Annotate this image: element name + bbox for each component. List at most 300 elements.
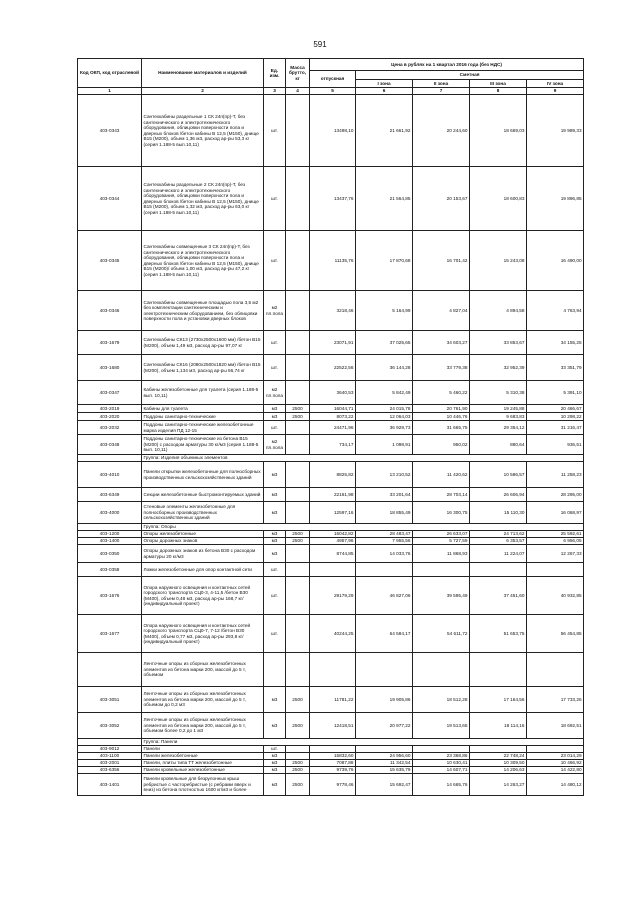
row-zone2-price: [413, 563, 470, 577]
table-row: [78, 687, 584, 713]
table-row: [78, 331, 584, 355]
row-zone1-price: 15 635,79: [356, 767, 413, 774]
row-code: 403-0345: [78, 231, 142, 291]
row-name: Опора наружного освещения и контактных сетей городского транспорта СЦ0-7, 7-12 /бетон В30 (М400), объем 0,77 м3, расход ар-ры 293,8 кг/ (индивидуальный проект): [142, 615, 264, 653]
row-zone1-price: [356, 746, 413, 753]
table-row: [78, 615, 584, 653]
row-unit: м3: [264, 502, 286, 524]
row-code: [78, 653, 142, 687]
row-zone3-price: 9 683,83: [470, 413, 527, 421]
row-zone2-price: 20 153,67: [413, 167, 470, 231]
row-release-price: 40244,25: [310, 615, 356, 653]
row-zone2-price: 34 603,27: [413, 331, 470, 355]
row-release-price: 16042,82: [310, 531, 356, 538]
row-release-price: [310, 746, 356, 753]
col-number: 8: [470, 88, 527, 95]
header-mass: Масса брутто, кг: [286, 59, 310, 88]
row-code: 403-4000: [78, 502, 142, 524]
row-mass: [286, 488, 310, 502]
row-code: 403-2019: [78, 405, 142, 413]
table-row: [78, 421, 584, 435]
row-release-price: 11135,76: [310, 231, 356, 291]
row-name: Сантехкабины раздельные 2 СК 24п(пр)-Т, без сантехнического и электротехнического оборудования, облицовки поверхности пола и дверных блоков /бетон кабины В 12,5 (М150), днище В15 (М200), объем 1,32 м3, расход ар-ры 63,0 кг (серия 1.188-5 вып.10,11): [142, 167, 264, 231]
row-code: 403-6356: [78, 767, 142, 774]
header-zone-2: II зона: [413, 80, 470, 88]
row-zone3-price: 29 354,12: [470, 421, 527, 435]
row-release-price: 4957,96: [310, 538, 356, 545]
row-zone1-price: 33 201,64: [356, 488, 413, 502]
row-zone3-price: 4 894,58: [470, 291, 527, 331]
row-zone2-price: 16 701,42: [413, 231, 470, 291]
header-release: отпускная: [310, 71, 356, 88]
table-row: [78, 502, 584, 524]
row-code: 403-0346: [78, 291, 142, 331]
row-mass: [286, 381, 310, 405]
col-number: 2: [142, 88, 264, 95]
row-code: 403-4010: [78, 462, 142, 488]
row-mass: 2500: [286, 760, 310, 767]
row-name: Поддоны санитарно-технические железобетонные марка изделия ПД 12-15: [142, 421, 264, 435]
page-number: 591: [313, 40, 327, 49]
table-row: [78, 774, 584, 796]
row-code: 403-0343: [78, 95, 142, 167]
table-row: [78, 291, 584, 331]
row-name: Поддоны санитарно-технические из бетона В15 (М200) с расходом арматуры 30 кг/м3 (серия 1.188-5 вып. 10,11): [142, 435, 264, 455]
row-zone1-price: 14 033,76: [356, 545, 413, 563]
row-code: 403-1401: [78, 774, 142, 796]
row-zone2-price: 39 595,49: [413, 577, 470, 615]
row-unit: [264, 653, 286, 687]
row-name: Панели: [142, 746, 264, 753]
row-zone1-price: 1 098,91: [356, 435, 413, 455]
row-zone1-price: 21 661,92: [356, 95, 413, 167]
header-unit: Ед. изм.: [264, 59, 286, 88]
col-number: 4: [286, 88, 310, 95]
row-name: Опоры дорожных знаков: [142, 538, 264, 545]
row-zone3-price: [470, 746, 527, 753]
row-zone3-price: 18 600,83: [470, 167, 527, 231]
row-zone2-price: 20 761,90: [413, 405, 470, 413]
col-number: 9: [527, 88, 584, 95]
price-table: [77, 58, 584, 796]
row-unit: м3: [264, 753, 286, 760]
row-release-price: 11781,22: [310, 687, 356, 713]
row-release-price: 3640,53: [310, 381, 356, 405]
row-code: 403-0350: [78, 545, 142, 563]
row-mass: 2500: [286, 531, 310, 538]
row-mass: [286, 563, 310, 577]
row-name: Сантехкабины раздельные 1 СК 24п(пр)-Т, без сантехнического и электротехнического оборудования, облицовки поверхности пола и дверных блоков /бетон кабины В 12,5 (М150), днище В15 (М200), объем 1,36 м3, расход ар-ры 53,3 кг (серия 1.188-5 вып.10,11): [142, 95, 264, 167]
row-release-price: 22522,56: [310, 355, 356, 381]
row-release-price: 8744,85: [310, 545, 356, 563]
row-zone1-price: 13 210,52: [356, 462, 413, 488]
row-name: Сантехкабины СК13 (2730х2500х1600 мм) /бетон В15 (М200), объем 1,49 м3, расход ар-ры 97,07 кг: [142, 331, 264, 355]
row-unit: шт.: [264, 421, 286, 435]
row-name: Поддоны санитарно-технические: [142, 413, 264, 421]
row-zone2-price: 14 665,76: [413, 774, 470, 796]
row-zone4-price: 16 068,97: [527, 502, 584, 524]
row-zone4-price: 16 490,00: [527, 231, 584, 291]
row-release-price: 734,17: [310, 435, 356, 455]
row-mass: [286, 502, 310, 524]
table-row: [78, 355, 584, 381]
row-unit: м3: [264, 462, 286, 488]
col-number: 6: [356, 88, 413, 95]
row-release-price: 24471,96: [310, 421, 356, 435]
row-release-price: 22161,98: [310, 488, 356, 502]
row-zone2-price: 26 633,07: [413, 531, 470, 538]
row-mass: 2500: [286, 538, 310, 545]
header-zone-4: IV зона: [527, 80, 584, 88]
row-zone1-price: 24 956,60: [356, 753, 413, 760]
row-code: 403-3052: [78, 713, 142, 739]
row-zone4-price: 28 295,00: [527, 488, 584, 502]
row-unit: шт.: [264, 167, 286, 231]
row-zone2-price: 18 512,28: [413, 687, 470, 713]
group-row: [78, 524, 584, 531]
row-zone1-price: 36 144,28: [356, 355, 413, 381]
row-zone2-price: 19 513,65: [413, 713, 470, 739]
row-zone2-price: 5 460,22: [413, 381, 470, 405]
row-name: Кабины железобетонные для туалета (серия 1.188-5 вып. 10,11): [142, 381, 264, 405]
row-zone4-price: 17 733,26: [527, 687, 584, 713]
header-code: Код ОКП, код отраслевой: [78, 59, 142, 88]
row-zone4-price: 4 763,94: [527, 291, 584, 331]
row-zone2-price: 10 630,41: [413, 760, 470, 767]
row-zone1-price: 37 025,65: [356, 331, 413, 355]
row-unit: м3: [264, 531, 286, 538]
group-title: Группа: Изделия объемных элементов: [142, 455, 584, 462]
row-mass: [286, 291, 310, 331]
row-zone2-price: 10 446,76: [413, 413, 470, 421]
row-code: 403-1680: [78, 355, 142, 381]
header-zone-1: I зона: [356, 80, 413, 88]
col-number: 3: [264, 88, 286, 95]
col-number: 1: [78, 88, 142, 95]
row-zone3-price: 17 164,56: [470, 687, 527, 713]
row-zone4-price: 23 014,29: [527, 753, 584, 760]
table-row: [78, 531, 584, 538]
row-mass: [286, 753, 310, 760]
row-zone2-price: 11 868,93: [413, 545, 470, 563]
row-release-price: 7087,88: [310, 760, 356, 767]
header-estimate: Сметная: [356, 71, 584, 80]
row-zone2-price: [413, 746, 470, 753]
row-zone1-price: 5 164,99: [356, 291, 413, 331]
row-zone2-price: 20 244,60: [413, 95, 470, 167]
row-zone3-price: 33 853,67: [470, 331, 527, 355]
row-zone1-price: 19 905,86: [356, 687, 413, 713]
table-row: [78, 545, 584, 563]
row-release-price: 8073,22: [310, 413, 356, 421]
row-mass: [286, 231, 310, 291]
table-row: [78, 767, 584, 774]
row-unit: м3: [264, 774, 286, 796]
row-code: 403-0358: [78, 563, 142, 577]
row-release-price: [310, 653, 356, 687]
row-mass: [286, 577, 310, 615]
row-name: Панели кровельные для безрулонных крыш ребристые с часторебристые (с ребрами вверх и вниз) из бетона плотностью 1600 кг/м3 и более: [142, 774, 264, 796]
row-zone4-price: [527, 746, 584, 753]
row-code: 403-2032: [78, 421, 142, 435]
row-name: Сантехкабины СК16 (2080х2500х1820 мм) /бетон В15 (М200), объем 1,134 м3, расход ар-ры 66,74 кг: [142, 355, 264, 381]
row-zone2-price: 28 703,14: [413, 488, 470, 502]
row-zone4-price: 6 956,05: [527, 538, 584, 545]
row-zone4-price: 19 896,85: [527, 167, 584, 231]
row-name: Панели железобетонные: [142, 753, 264, 760]
row-zone3-price: 51 653,75: [470, 615, 527, 653]
table-row: [78, 538, 584, 545]
row-release-price: 9739,76: [310, 767, 356, 774]
row-mass: [286, 653, 310, 687]
row-name: Ложки железобетонные для опор контактной сети: [142, 563, 264, 577]
row-name: Панели кровельные железобетонные: [142, 767, 264, 774]
row-mass: [286, 462, 310, 488]
table-row: [78, 413, 584, 421]
row-code: 403-6349: [78, 488, 142, 502]
row-zone3-price: 22 748,24: [470, 753, 527, 760]
row-release-price: 12418,51: [310, 713, 356, 739]
row-release-price: 8825,82: [310, 462, 356, 488]
row-release-price: 13437,76: [310, 167, 356, 231]
row-zone2-price: 11 420,62: [413, 462, 470, 488]
table-row: [78, 563, 584, 577]
row-zone4-price: 56 454,85: [527, 615, 584, 653]
row-mass: [286, 355, 310, 381]
table-row: [78, 753, 584, 760]
row-name: Опоры железобетонные: [142, 531, 264, 538]
row-zone2-price: 33 779,38: [413, 355, 470, 381]
row-zone3-price: 19 245,88: [470, 405, 527, 413]
row-zone3-price: [470, 563, 527, 577]
row-name: Опоры дорожных знаков из бетона В30 с расходом арматуры 20 кг/м3: [142, 545, 264, 563]
row-zone2-price: 16 300,75: [413, 502, 470, 524]
row-zone3-price: 26 606,94: [470, 488, 527, 502]
row-mass: 2500: [286, 413, 310, 421]
row-unit: шт.: [264, 331, 286, 355]
row-mass: 2500: [286, 713, 310, 739]
row-zone3-price: 32 952,39: [470, 355, 527, 381]
row-zone3-price: 14 206,63: [470, 767, 527, 774]
row-mass: [286, 435, 310, 455]
row-release-price: [310, 563, 356, 577]
row-code: 403-1200: [78, 531, 142, 538]
row-release-price: 29179,29: [310, 577, 356, 615]
row-unit: м2 пл.пола: [264, 291, 286, 331]
row-code: 403-1400: [78, 538, 142, 545]
row-name: Секции железобетонные быстромонтируемых зданий: [142, 488, 264, 502]
row-unit: м3: [264, 687, 286, 713]
row-code: [78, 739, 142, 746]
row-name: Ленточные опоры из сборных железобетонных элементов из бетона марки 200, массой до 5 т, объемом: [142, 653, 264, 687]
row-zone2-price: 14 607,71: [413, 767, 470, 774]
row-zone4-price: [527, 653, 584, 687]
row-zone3-price: 6 353,57: [470, 538, 527, 545]
row-unit: м2 пл.пола: [264, 381, 286, 405]
row-mass: 2500: [286, 687, 310, 713]
row-zone3-price: 880,64: [470, 435, 527, 455]
row-zone3-price: 15 243,08: [470, 231, 527, 291]
row-zone4-price: 14 480,12: [527, 774, 584, 796]
row-zone4-price: 18 692,51: [527, 713, 584, 739]
row-mass: 2500: [286, 774, 310, 796]
table-row: [78, 95, 584, 167]
row-code: 403-0347: [78, 381, 142, 405]
row-zone1-price: [356, 653, 413, 687]
row-code: 403-2001: [78, 760, 142, 767]
row-zone1-price: 64 584,17: [356, 615, 413, 653]
row-name: Панели открытки железобетонные для полносборных производственных сельскохозяйственных зданий: [142, 462, 264, 488]
row-code: 403-0344: [78, 167, 142, 231]
row-release-price: 23071,91: [310, 331, 356, 355]
table-row: [78, 577, 584, 615]
row-zone1-price: [356, 563, 413, 577]
row-unit: м3: [264, 760, 286, 767]
row-zone3-price: [470, 653, 527, 687]
row-zone4-price: 20 466,67: [527, 405, 584, 413]
table-row: [78, 405, 584, 413]
group-title: Группа: Панели: [142, 739, 584, 746]
row-name: Опора наружного освещения и контактных сетей городского транспорта СЦ0-3, 4-11,5 /бетон В30 (М400), объем 0,48 м3, расход ар-ры 168,7 кг/ (индивидуальный проект): [142, 577, 264, 615]
row-zone1-price: 24 015,78: [356, 405, 413, 413]
row-zone2-price: 4 827,04: [413, 291, 470, 331]
row-zone4-price: [527, 563, 584, 577]
row-zone4-price: 33 351,79: [527, 355, 584, 381]
row-zone4-price: 11 258,23: [527, 462, 584, 488]
table-body: [78, 95, 584, 796]
row-zone4-price: 5 391,10: [527, 381, 584, 405]
table-row: [78, 435, 584, 455]
table-row: [78, 760, 584, 767]
header-price-title: Цена в рублях на 1 квартал 2016 года (без НДС): [310, 59, 584, 71]
row-mass: [286, 421, 310, 435]
row-zone1-price: 12 064,03: [356, 413, 413, 421]
header-name: Наименование материалов и изделий: [142, 59, 264, 88]
row-zone4-price: 25 592,61: [527, 531, 584, 538]
row-code: 403-0348: [78, 435, 142, 455]
row-zone3-price: 15 110,30: [470, 502, 527, 524]
row-zone3-price: 10 586,57: [470, 462, 527, 488]
row-unit: шт.: [264, 355, 286, 381]
row-release-price: 12597,16: [310, 502, 356, 524]
row-zone1-price: 15 692,47: [356, 774, 413, 796]
group-row: [78, 739, 584, 746]
table-row: [78, 488, 584, 502]
row-zone1-price: 36 929,73: [356, 421, 413, 435]
row-mass: [286, 331, 310, 355]
row-zone2-price: 31 665,75: [413, 421, 470, 435]
row-zone2-price: [413, 653, 470, 687]
row-mass: [286, 746, 310, 753]
table-row: [78, 167, 584, 231]
row-zone1-price: 28 483,47: [356, 531, 413, 538]
row-zone1-price: 21 564,85: [356, 167, 413, 231]
row-zone2-price: 23 368,86: [413, 753, 470, 760]
row-unit: м3: [264, 713, 286, 739]
row-zone3-price: 5 310,38: [470, 381, 527, 405]
row-code: [78, 524, 142, 531]
row-zone4-price: 10 298,22: [527, 413, 584, 421]
row-unit: м3: [264, 767, 286, 774]
row-release-price: 15832,60: [310, 753, 356, 760]
row-mass: 2500: [286, 767, 310, 774]
row-unit: м3: [264, 545, 286, 563]
row-unit: шт.: [264, 231, 286, 291]
row-zone1-price: 7 955,56: [356, 538, 413, 545]
row-unit: шт.: [264, 746, 286, 753]
row-code: 403-2020: [78, 413, 142, 421]
row-zone2-price: 54 611,72: [413, 615, 470, 653]
row-release-price: 13498,10: [310, 95, 356, 167]
row-zone4-price: 14 422,80: [527, 767, 584, 774]
group-row: [78, 455, 584, 462]
row-zone1-price: 20 977,22: [356, 713, 413, 739]
row-zone3-price: 24 713,62: [470, 531, 527, 538]
row-code: 403-1100: [78, 753, 142, 760]
col-number: 5: [310, 88, 356, 95]
table-row: [78, 231, 584, 291]
row-zone3-price: 11 224,07: [470, 545, 527, 563]
row-code: 403-1679: [78, 331, 142, 355]
table-row: [78, 381, 584, 405]
row-unit: м2 пл.пола: [264, 435, 286, 455]
row-mass: 2500: [286, 405, 310, 413]
row-code: 403-9012: [78, 746, 142, 753]
row-unit: шт.: [264, 95, 286, 167]
row-zone1-price: 18 855,49: [356, 502, 413, 524]
row-zone4-price: 12 267,33: [527, 545, 584, 563]
row-zone1-price: 46 827,06: [356, 577, 413, 615]
row-zone1-price: 17 870,68: [356, 231, 413, 291]
row-zone3-price: 18 114,16: [470, 713, 527, 739]
table-row: [78, 653, 584, 687]
row-name: Кабины для туалета: [142, 405, 264, 413]
row-code: 403-1677: [78, 615, 142, 653]
row-zone1-price: 5 842,49: [356, 381, 413, 405]
row-unit: м3: [264, 488, 286, 502]
table-row: [78, 713, 584, 739]
table-row: [78, 462, 584, 488]
row-mass: [286, 95, 310, 167]
row-release-price: 16044,71: [310, 405, 356, 413]
row-zone4-price: 19 989,33: [527, 95, 584, 167]
table-row: [78, 746, 584, 753]
row-mass: [286, 167, 310, 231]
row-name: Стеновые элементы железобетонные для полносборных производственных сельскохозяйственных зданий: [142, 502, 264, 524]
row-zone3-price: 10 309,50: [470, 760, 527, 767]
row-mass: [286, 545, 310, 563]
row-unit: шт.: [264, 577, 286, 615]
row-zone2-price: 5 727,59: [413, 538, 470, 545]
col-number: 7: [413, 88, 470, 95]
row-zone3-price: 37 451,60: [470, 577, 527, 615]
row-zone3-price: 18 669,03: [470, 95, 527, 167]
row-name: Ленточные опоры из сборных железобетонных элементов из бетона марки 200, массой до 5 т, объемом более 0,2 до 1 м3: [142, 713, 264, 739]
row-code: [78, 455, 142, 462]
row-zone4-price: 10 466,92: [527, 760, 584, 767]
row-zone4-price: 40 932,85: [527, 577, 584, 615]
row-zone1-price: 11 342,54: [356, 760, 413, 767]
row-zone4-price: 34 155,25: [527, 331, 584, 355]
header-zone-3: III зона: [470, 80, 527, 88]
row-release-price: 9778,46: [310, 774, 356, 796]
row-code: 403-1676: [78, 577, 142, 615]
row-name: Сантехкабины совмещенные площадью пола 3,5 м2 без комплектации сантехническим и электротехническим оборудованием, без облицовки поверхности пола и установки дверных блоков: [142, 291, 264, 331]
group-title: Группа: Опоры: [142, 524, 584, 531]
row-unit: шт.: [264, 615, 286, 653]
row-unit: м3: [264, 405, 286, 413]
row-zone2-price: 950,02: [413, 435, 470, 455]
